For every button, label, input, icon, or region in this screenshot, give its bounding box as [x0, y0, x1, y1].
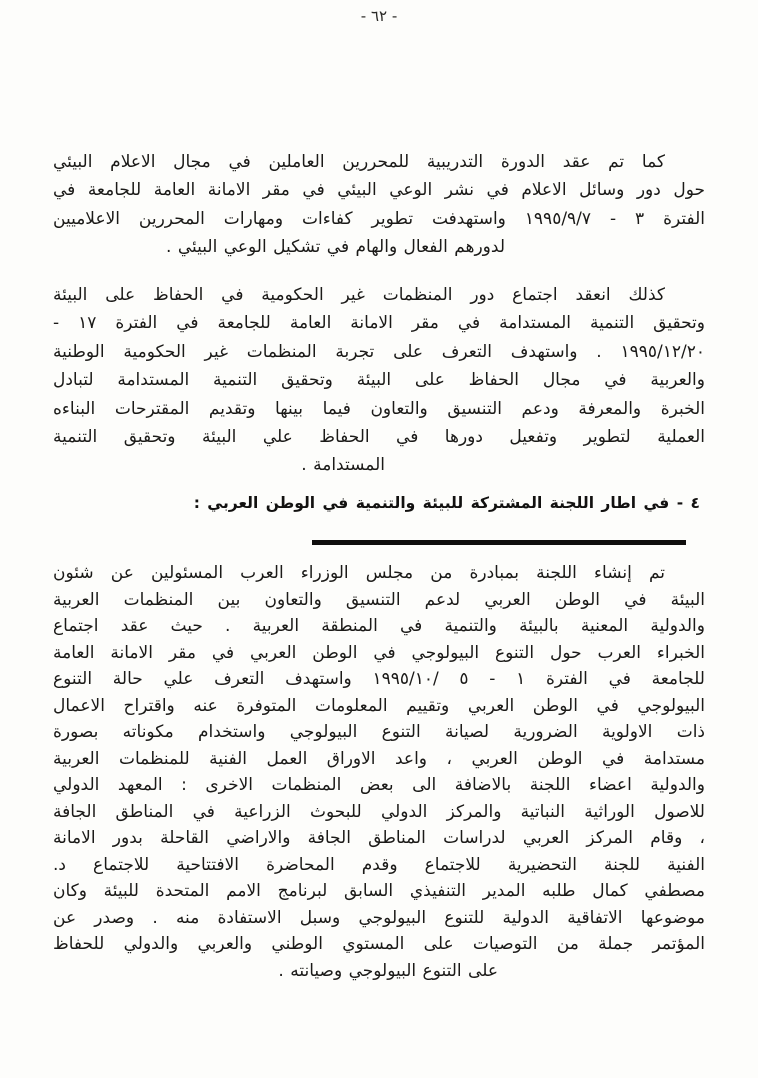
paragraph-training-course: [53, 148, 705, 262]
text-line: وتحقيق التنمية المستدامة في مقر الامانة العامة للجامعة في الفترة ١٧ -: [53, 313, 705, 334]
text-line: حول دور وسائل الاعلام في نشر الوعي البيئي في مقر الامانة العامة للجامعة في: [53, 180, 705, 201]
text-line: الفترة ٣ - ١٩٩٥/٩/٧ واستهدفت تطوير كفاءات ومهارات المحررين الاعلاميين: [53, 208, 705, 229]
text-line: البيولوجي في الوطن العربي وتقييم المعلومات المتوفرة عنه واقتراح الاعمال: [53, 695, 705, 716]
text-line: لدورهم الفعال والهام في تشكيل الوعي البيئي .: [166, 237, 505, 258]
text-line: والدولية المعنية بالبيئة والتنمية في المنطقة العربية . حيث عقد اجتماع: [53, 616, 705, 636]
text-line: كما تم عقد الدورة التدريبية للمحررين العاملين في مجال الاعلام البيئي: [53, 152, 665, 172]
text-line: الخبراء العرب حول التنوع البيولوجي في الوطن العربي في مقر الامانة العامة: [53, 642, 705, 663]
heading-underline-bar: [312, 540, 686, 545]
text-line: مستدامة في الوطن العربي ، واعد الاوراق العمل الفنية للمنظمات العربية: [53, 748, 705, 769]
text-line: ، وقام المركز العربي لدراسات المناطق الجافة والاراضي القاحلة بدور الامانة: [53, 828, 705, 848]
text-line: العملية لتطوير وتفعيل دورها في الحفاظ علي البيئة وتحقيق التنمية: [53, 427, 705, 448]
text-line: للاصول الوراثية النباتية والمركز الدولي للبحوث الزراعية في المناطق الجافة: [53, 801, 705, 822]
text-line: البيئة في الوطن العربي لدعم التنسيق والتعاون بين المنظمات العربية: [53, 589, 705, 610]
paragraph-ngo-meeting: [53, 281, 705, 480]
paragraph-joint-committee-details: [53, 560, 705, 984]
text-line: موضوعها الاتفاقية الدولية للتنوع البيولوجي وسبل الاستفادة منه . وصدر عن: [53, 907, 705, 928]
text-line: الفنية للجنة التحضيرية للاجتماع وقدم المحاضرة الافتتاحية للاجتماع د.: [53, 854, 705, 875]
text-line: على التنوع البيولوجي وصيانته .: [278, 960, 498, 981]
text-line: ذات الاولوية الضرورية لصيانة التنوع البيولوجي واستخدام مكوناته بصورة: [53, 722, 705, 742]
text-line: ١٩٩٥/١٢/٢٠ . واستهدف التعرف على تجربة المنظمات غير الحكومية الوطنية: [53, 341, 705, 362]
text-line: للجامعة في الفترة ١ - ٥ /١٩٩٥/١٠ واستهدف التعرف علي حالة التنوع: [53, 669, 705, 689]
text-line: المستدامة .: [301, 455, 385, 476]
text-line: كذلك انعقد اجتماع دور المنظمات غير الحكومية في الحفاظ على البيئة: [53, 285, 665, 305]
section-heading-joint-committee: ٤ - في اطار اللجنة المشتركة للبيئة والتنمية في الوطن العربي :: [193, 494, 700, 512]
text-line: والدولية اعضاء اللجنة بالاضافة الى بعض المنظمات الاخرى : المعهد الدولي: [53, 775, 705, 795]
page-number: - ٦٢ -: [360, 7, 398, 25]
text-line: والعربية في مجال الحفاظ على البيئة وتحقيق التنمية المستدامة لتبادل: [53, 370, 705, 391]
text-line: المؤتمر جملة من التوصيات على المستوي الوطني والعربي والدولي للحفاظ: [53, 934, 705, 954]
text-line: الخبرة والمعرفة ودعم التنسيق والتعاون فيما بينها وتقديم المقترحات البناءه: [53, 398, 705, 419]
text-line: تم إنشاء اللجنة بمبادرة من مجلس الوزراء العرب المسئولين عن شئون: [53, 563, 665, 583]
text-line: مصطفي كمال طلبه المدير التنفيذي السابق لبرنامج الامم المتحدة للبيئة وكان: [53, 881, 705, 901]
